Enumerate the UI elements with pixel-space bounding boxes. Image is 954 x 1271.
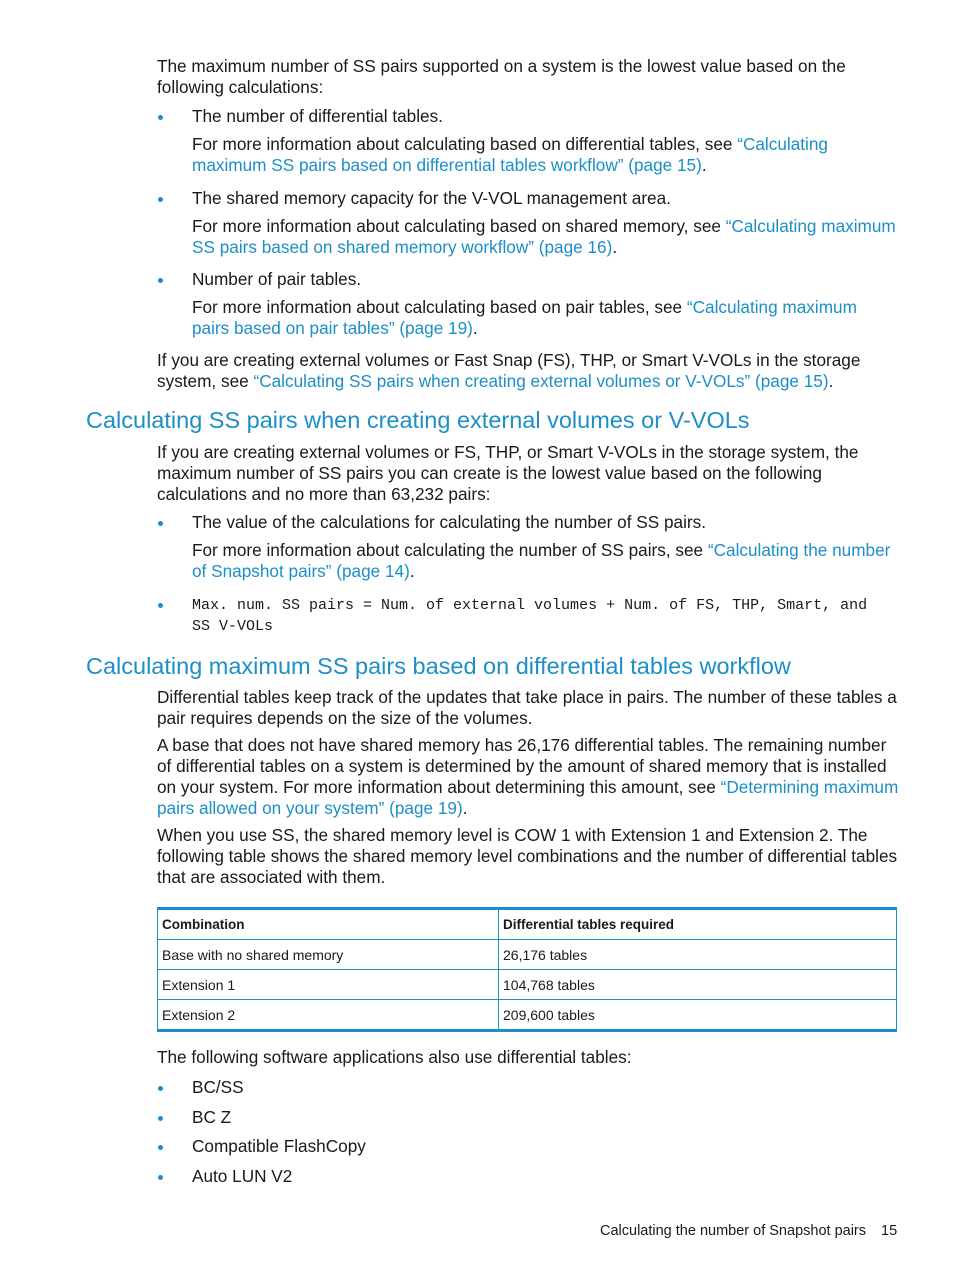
- bullet-icon: [158, 1175, 163, 1180]
- intro-bullet-detail: [192, 134, 898, 176]
- bullet-icon: [158, 1086, 163, 1091]
- section2-paragraph-1: Differential tables keep track of the updates that take place in pairs. The number of these tables a pair requires depends on the size of the volumes.: [157, 687, 897, 728]
- intro-closing-paragraph: [157, 350, 899, 392]
- bullet-icon: [158, 1145, 163, 1150]
- bullet-icon: [158, 115, 163, 120]
- table-cell: 26,176 tables: [499, 940, 897, 970]
- footer-title: Calculating the number of Snapshot pairs: [600, 1223, 866, 1239]
- cross-reference-link[interactable]: “Calculating maximum SS pairs based on differential tables workflow” (page 15): [192, 134, 828, 175]
- column-header: Differential tables required: [499, 909, 897, 940]
- cross-reference-link[interactable]: “Calculating the number of Snapshot pairs” (page 14): [192, 540, 891, 581]
- table-cell: Extension 1: [158, 970, 499, 1000]
- table-cell: Extension 2: [158, 1000, 499, 1031]
- detail-suffix: .: [472, 318, 478, 338]
- cross-reference-link[interactable]: “Determining maximum pairs allowed on your system” (page 19): [157, 777, 899, 818]
- table-header-row: [158, 909, 897, 940]
- table-cell: Base with no shared memory: [158, 940, 499, 970]
- section-heading: Calculating maximum SS pairs based on differential tables workflow: [86, 653, 791, 679]
- intro-paragraph: The maximum number of SS pairs supported on a system is the lowest value based on the following calculations:: [157, 56, 846, 97]
- detail-text: For more information about calculating based on pair tables, see: [192, 297, 687, 317]
- list-item: Compatible FlashCopy: [192, 1136, 366, 1156]
- bullet-icon: [158, 1116, 163, 1121]
- detail-text: For more information about calculating the number of SS pairs, see: [192, 540, 708, 560]
- table-row: [158, 940, 897, 970]
- list-item: BC/SS: [192, 1077, 244, 1097]
- bullet-icon: [158, 278, 163, 283]
- table-cell: 209,600 tables: [499, 1000, 897, 1031]
- section2-paragraph-4: The following software applications also use differential tables:: [157, 1047, 632, 1067]
- detail-suffix: .: [701, 155, 707, 175]
- cross-reference-link[interactable]: “Calculating maximum SS pairs based on shared memory workflow” (page 16): [192, 216, 896, 257]
- closing-suffix: .: [828, 371, 834, 391]
- intro-bullet-detail: [192, 216, 898, 258]
- table-row: [158, 970, 897, 1000]
- differential-tables-table: [157, 907, 897, 1032]
- page-number: 15: [881, 1223, 898, 1239]
- section1-bullet-title: The value of the calculations for calculating the number of SS pairs.: [192, 512, 706, 532]
- section2-paragraph-3: When you use SS, the shared memory level is COW 1 with Extension 1 and Extension 2. The following table shows the shared memory level combinations and the number of differential tables that are associated with them.: [157, 825, 898, 887]
- cross-reference-link[interactable]: “Calculating SS pairs when creating external volumes or V-VOLs” (page 15): [253, 371, 829, 391]
- section-heading: Calculating SS pairs when creating external volumes or V-VOLs: [86, 407, 750, 433]
- intro-bullet-title: The number of differential tables.: [192, 106, 443, 126]
- list-item: Auto LUN V2: [192, 1166, 293, 1186]
- intro-bullet-title: Number of pair tables.: [192, 269, 362, 289]
- cross-reference-link[interactable]: “Calculating maximum pairs based on pair tables” (page 19): [192, 297, 857, 338]
- section1-paragraph: If you are creating external volumes or FS, THP, or Smart V-VOLs in the storage system, the maximum number of SS pairs you can create is the lowest value based on the following calculations and no more than 63,232 pairs:: [157, 442, 859, 504]
- section1-bullet-detail: [192, 540, 892, 582]
- table-row: [158, 1000, 897, 1031]
- detail-text: For more information about calculating based on differential tables, see: [192, 134, 738, 154]
- section2-paragraph-2: [157, 735, 899, 819]
- formula-code: Max. num. SS pairs = Num. of external volumes + Num. of FS, THP, Smart, and SS V-VOLs: [192, 597, 868, 635]
- intro-bullet-title: The shared memory capacity for the V-VOL management area.: [192, 188, 671, 208]
- bullet-icon: [158, 603, 163, 608]
- closing-text: If you are creating external volumes or Fast Snap (FS), THP, or Smart V-VOLs in the storage system, see: [157, 350, 861, 391]
- column-header: Combination: [158, 909, 499, 940]
- paragraph-suffix: .: [462, 798, 468, 818]
- list-item: BC Z: [192, 1107, 232, 1127]
- table-cell: 104,768 tables: [499, 970, 897, 1000]
- bullet-icon: [158, 521, 163, 526]
- detail-suffix: .: [612, 237, 618, 257]
- intro-bullet-detail: [192, 297, 898, 339]
- detail-suffix: .: [409, 561, 415, 581]
- paragraph-text: A base that does not have shared memory has 26,176 differential tables. The remaining number of differential tables on a system is determined by the amount of shared memory that is installed on your system. For more information about determining this amount, see: [157, 735, 887, 797]
- detail-text: For more information about calculating based on shared memory, see: [192, 216, 726, 236]
- bullet-icon: [158, 197, 163, 202]
